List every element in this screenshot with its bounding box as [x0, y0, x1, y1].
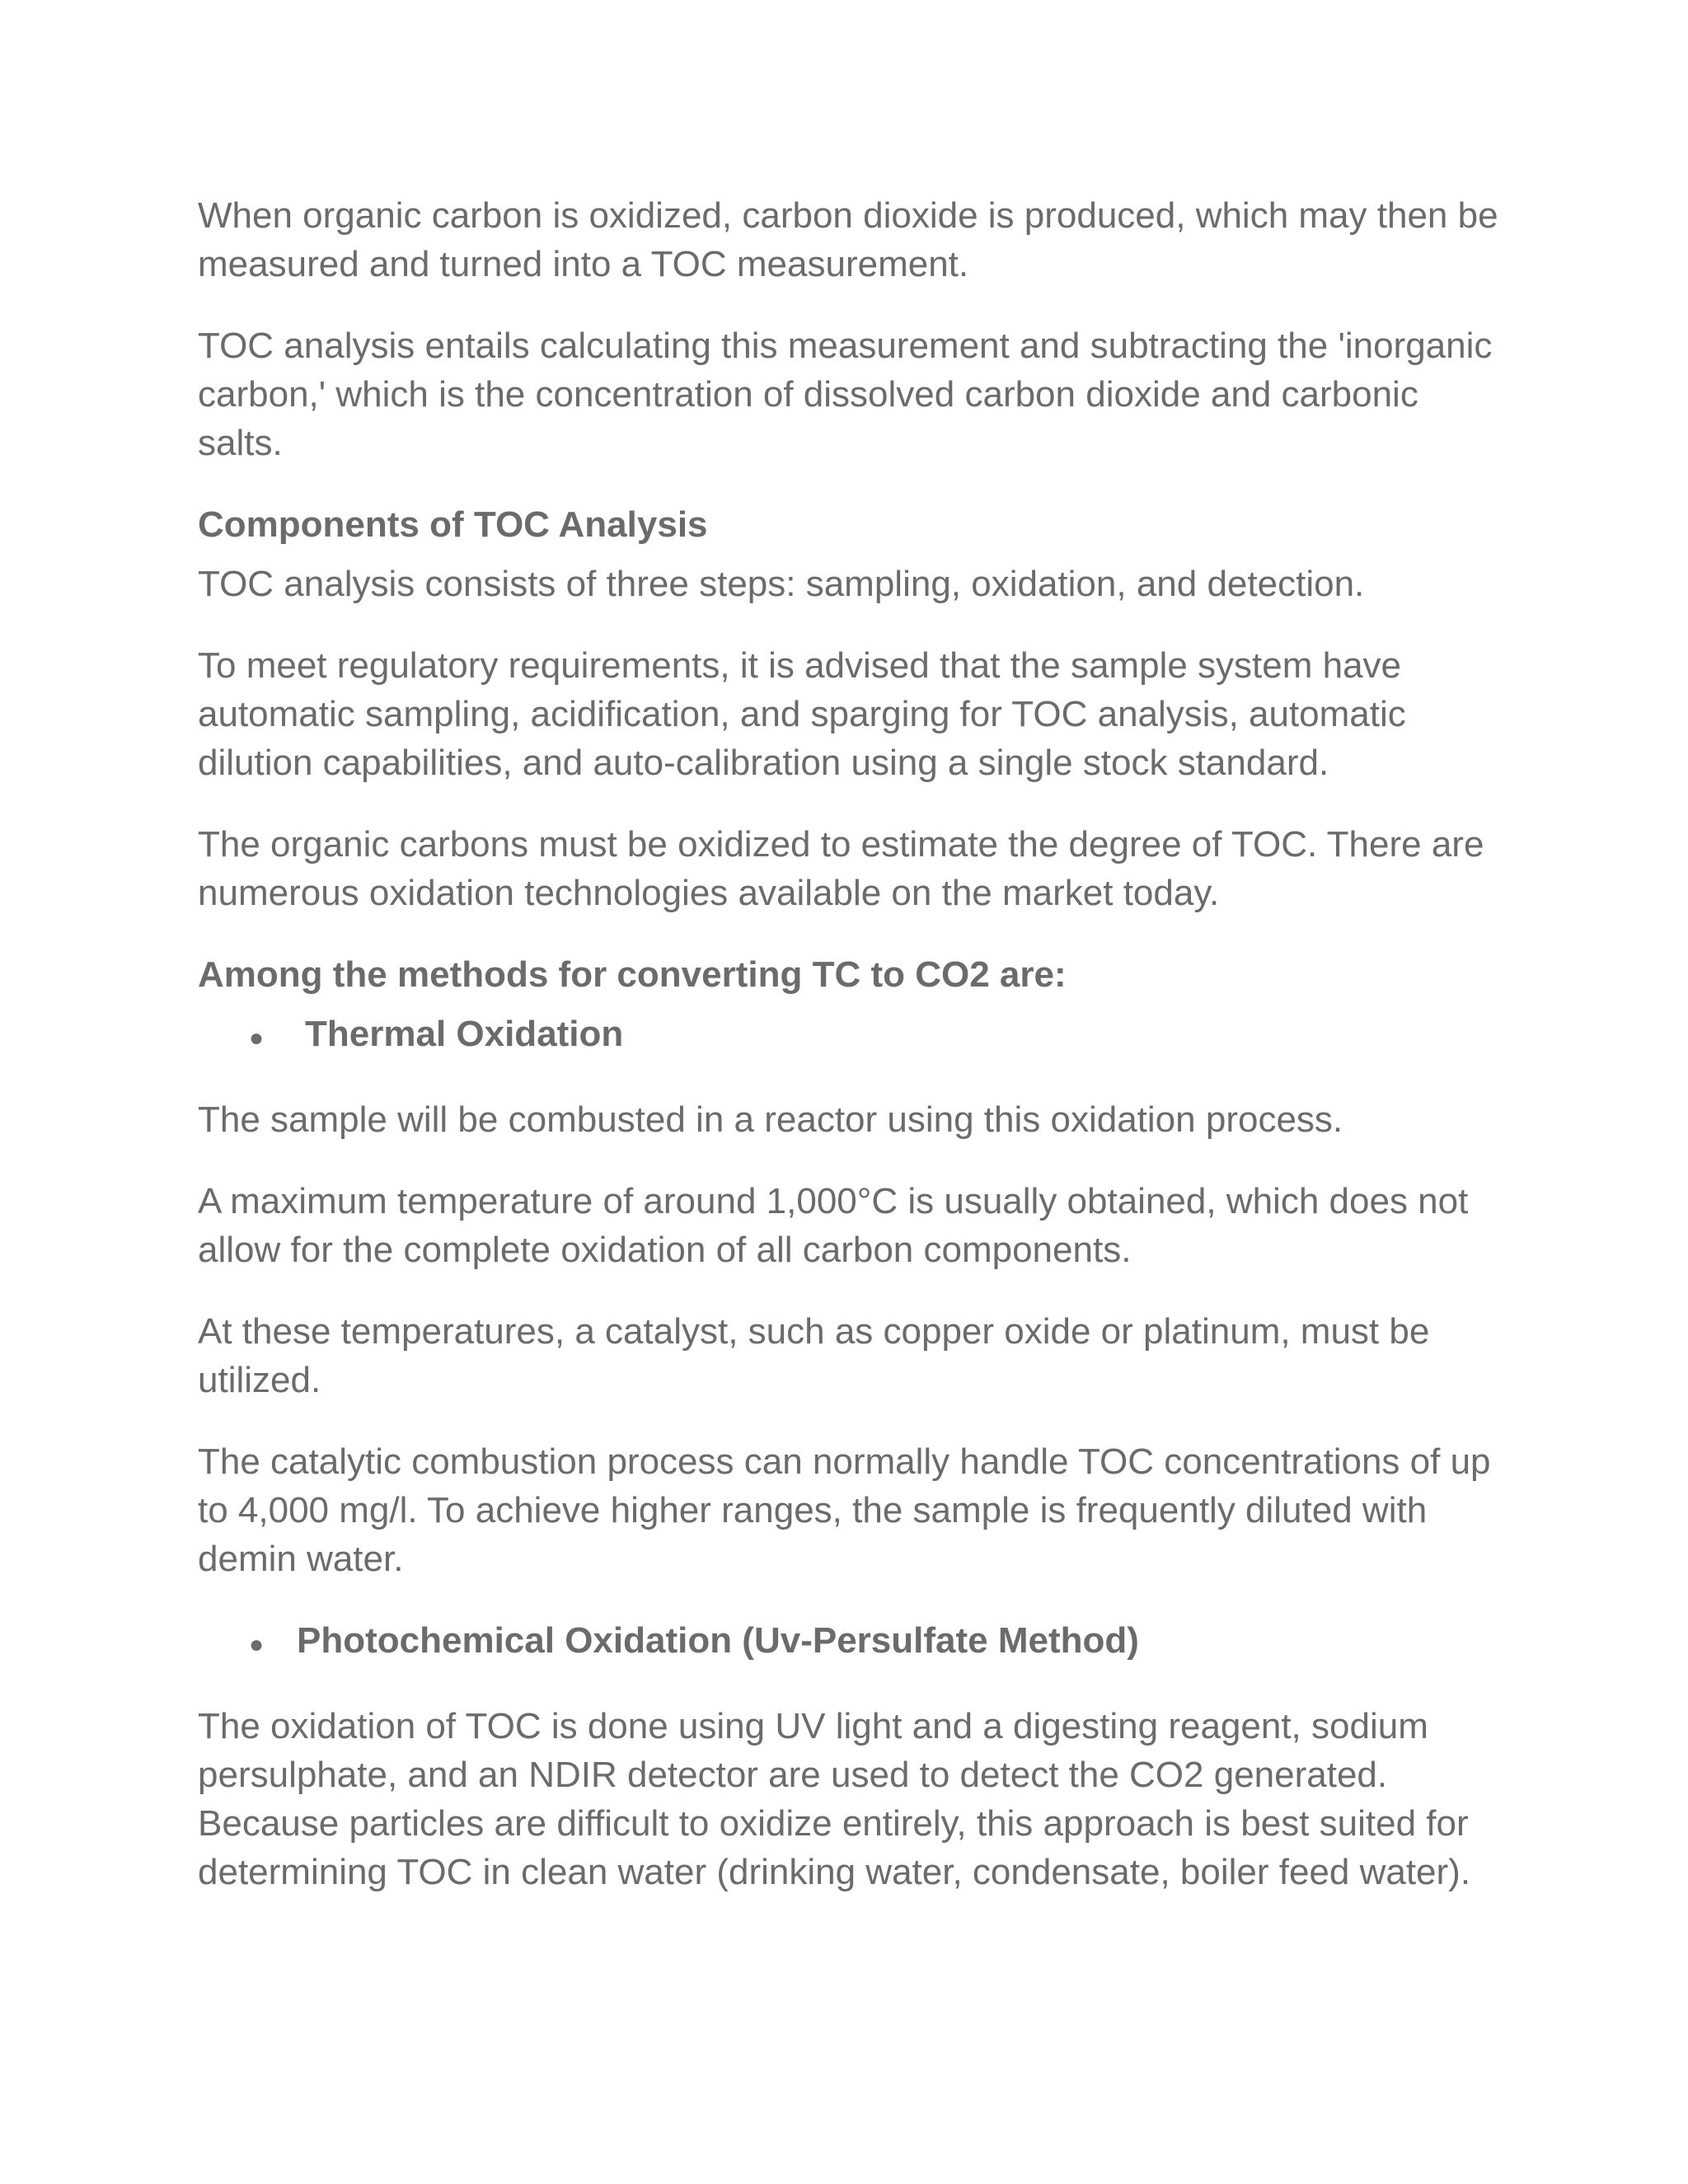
paragraph-catalytic-range: The catalytic combustion process can normally handle TOC concentrations of up to 4,000 mg/l. To achieve higher ranges, the sample is frequently diluted with demin water.	[198, 1441, 1491, 1579]
list-item-label: Thermal Oxidation	[305, 1014, 624, 1054]
list-item-thermal-oxidation	[198, 1010, 1500, 1062]
heading-methods: Among the methods for converting TC to CO2 are:	[198, 954, 1067, 995]
paragraph-toc-analysis: TOC analysis entails calculating this measurement and subtracting the 'inorganic carbon,' which is the concentration of dissolved carbon dioxide and carbonic salts.	[198, 326, 1493, 463]
list-item-photochemical-oxidation	[198, 1616, 1500, 1669]
document-body	[198, 191, 1500, 1896]
paragraph-uv-persulfate: The oxidation of TOC is done using UV light and a digesting reagent, sodium persulphate, and an NDIR detector are used to detect the CO2 generated. Because particles are difficult to oxidize entirely, this approach is best suited for determining TOC in clean water (drinking water, condensate, boiler feed water).	[198, 1706, 1471, 1892]
bullet-icon: ●	[249, 1631, 265, 1658]
paragraph-combustion: The sample will be combusted in a reactor using this oxidation process.	[198, 1099, 1343, 1140]
heading-components: Components of TOC Analysis	[198, 504, 708, 545]
paragraph-max-temperature: A maximum temperature of around 1,000°C is usually obtained, which does not allow for the complete oxidation of all carbon components.	[198, 1181, 1469, 1270]
paragraph-catalyst: At these temperatures, a catalyst, such as copper oxide or platinum, must be utilized.	[198, 1311, 1430, 1400]
list-item-label: Photochemical Oxidation (Uv-Persulfate Method)	[297, 1620, 1139, 1661]
paragraph-oxidation-intro: When organic carbon is oxidized, carbon dioxide is produced, which may then be measured and turned into a TOC measurement.	[198, 195, 1498, 284]
bullet-icon: ●	[249, 1024, 265, 1052]
paragraph-three-steps: TOC analysis consists of three steps: sampling, oxidation, and detection.	[198, 564, 1365, 604]
paragraph-regulatory: To meet regulatory requirements, it is advised that the sample system have automatic sampling, acidification, and sparging for TOC analysis, automatic dilution capabilities, and auto-calibration using a single stock standard.	[198, 645, 1406, 783]
paragraph-oxidation-tech: The organic carbons must be oxidized to estimate the degree of TOC. There are numerous oxidation technologies available on the market today.	[198, 824, 1484, 913]
